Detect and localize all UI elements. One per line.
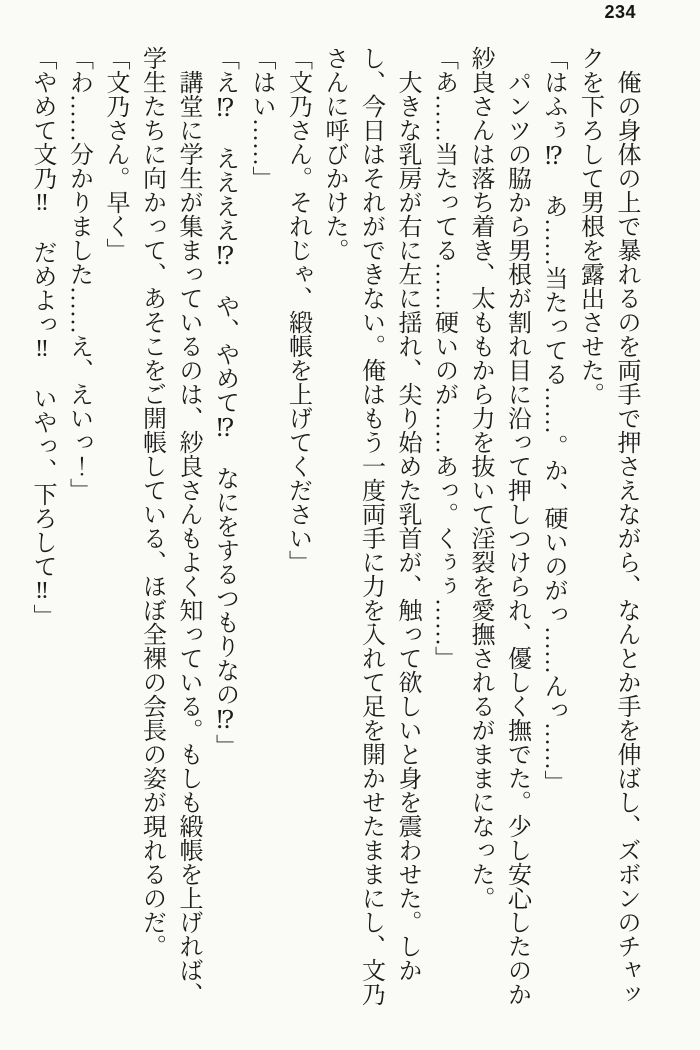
page-number: 234 bbox=[604, 2, 636, 22]
paragraph: 「あ……当たってる……硬いのが……あっ。くぅぅ……」 bbox=[430, 46, 457, 670]
paragraph: 「文乃さん。早く」 bbox=[102, 46, 128, 262]
paragraph: 「文乃さん。それじゃ、緞帳を上げてください」 bbox=[284, 46, 311, 574]
paragraph: パンツの脇から男根が割れ目に沿って押しつけられ、優しく撫でた。少し安心したのか紗良さんは落ち着き、太ももから力を抜いて淫裂を愛撫されるがままになった。 bbox=[467, 46, 530, 1006]
paragraph: 「はふぅ⁉ あ……当たってる……。か、硬いのがっ……んっ……」 bbox=[540, 46, 566, 794]
paragraph: 「やめて文乃‼ だめよっ‼ いやっ、下ろして‼」 bbox=[29, 46, 55, 628]
paragraph: 「はい……」 bbox=[248, 46, 274, 190]
paragraph: 大きな乳房が右に左に揺れ、尖り始めた乳首が、触って欲しいと身を震わせた。しかし、今日はそれができない。俺はもう一度両手に力を入れて足を開かせたままにし、文乃さんに呼びかけた。 bbox=[321, 46, 420, 1006]
paragraph: 講堂に学生が集まっているのは、紗良さんもよく知っている。もしも緞帳を上げれば、学生たちに向かって、あそこをご開帳している、ほぼ全裸の会長の姿が現れるのだ。 bbox=[138, 46, 201, 1006]
text-area bbox=[24, 46, 645, 1010]
paragraph: 「え⁉ ええええ⁉ や、やめて⁉ なにをするつもりなの⁉」 bbox=[211, 46, 238, 758]
paragraph: 「わ……分かりました……え、えいっ！」 bbox=[65, 46, 92, 502]
paragraph: 俺の身体の上で暴れるのを両手で押さえながら、なんとか手を伸ばし、ズボンのチャックを下ろして男根を露出させた。 bbox=[576, 46, 639, 1006]
